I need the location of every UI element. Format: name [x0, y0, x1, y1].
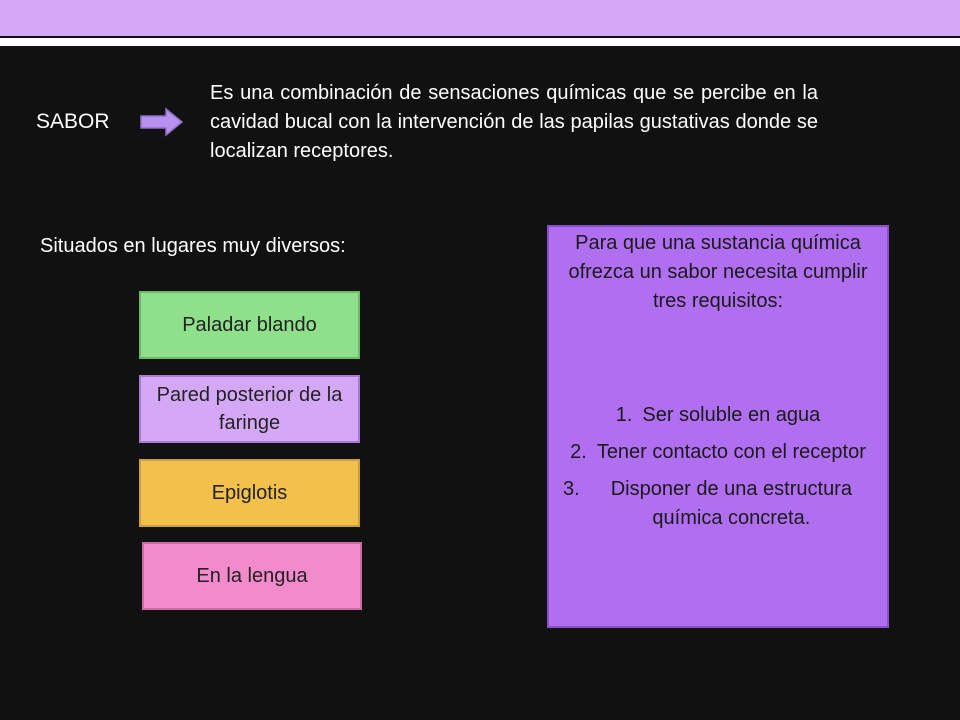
- term-label: SABOR: [36, 110, 110, 133]
- definition-text: Es una combinación de sensaciones químicas que se percibe en la cavidad bucal con la intervención de las papilas gustativas donde se localizan receptores.: [210, 82, 818, 162]
- requirement-item: [549, 475, 887, 533]
- location-label: Paladar blando: [182, 314, 317, 336]
- requirement-text: Tener contacto con el receptor: [596, 441, 866, 463]
- requirement-item: [549, 401, 887, 430]
- requirement-number: 1.: [615, 404, 633, 426]
- right-arrow-icon: [140, 107, 184, 137]
- requirements-list: [549, 401, 887, 541]
- requirements-intro: Para que una sustancia química ofrezca un sabor necesita cumplir tres requisitos:: [568, 232, 868, 312]
- location-label: Pared posterior de la faringe: [156, 384, 343, 434]
- requirement-text: Ser soluble en agua: [642, 404, 821, 426]
- location-box-lengua: [142, 542, 362, 610]
- requirement-number: 2.: [570, 441, 587, 463]
- requirement-text: Disponer de una estructura química concreta.: [610, 478, 852, 529]
- location-box-pared-faringe: [139, 375, 360, 443]
- requirements-box: [547, 225, 889, 628]
- location-box-epiglotis: [139, 459, 360, 527]
- location-label: En la lengua: [196, 565, 308, 587]
- location-label: Epiglotis: [211, 482, 288, 504]
- requirement-number: 3.: [563, 478, 580, 500]
- top-color-band: [0, 0, 960, 36]
- locations-heading: Situados en lugares muy diversos:: [40, 235, 346, 257]
- location-box-paladar-blando: [139, 291, 360, 359]
- requirement-item: [549, 438, 887, 467]
- divider-line: [0, 38, 960, 46]
